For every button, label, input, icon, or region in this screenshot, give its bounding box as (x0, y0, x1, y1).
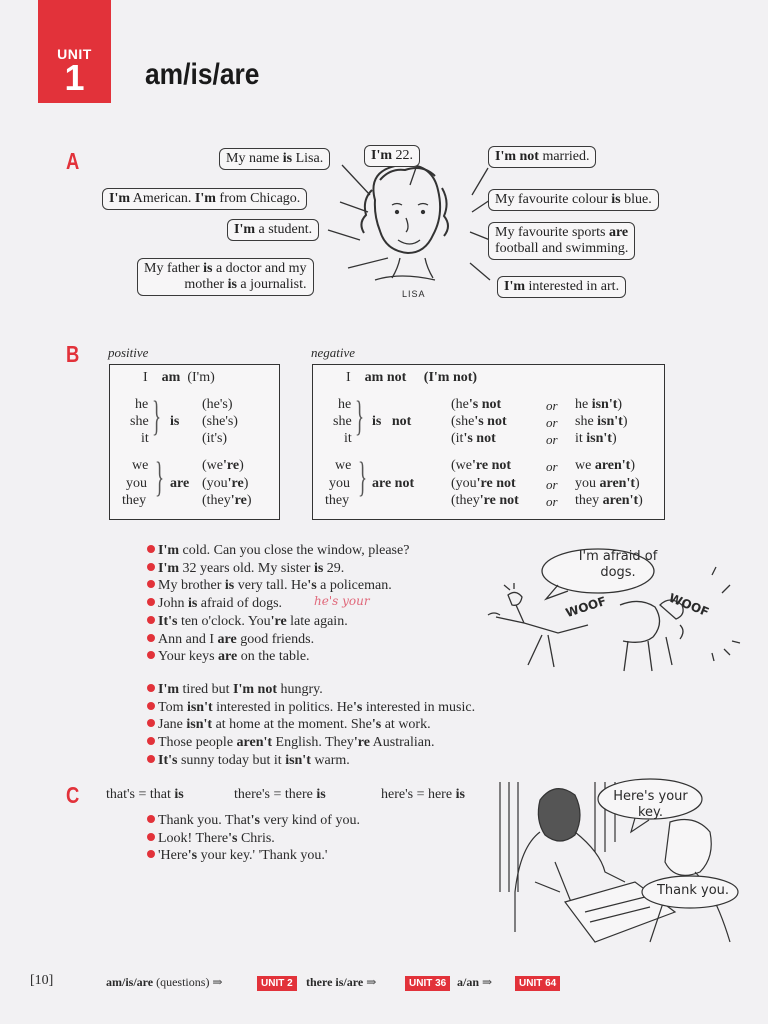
text: ) (617, 397, 623, 412)
contraction-heres (381, 787, 465, 803)
text: (you (202, 476, 228, 491)
contraction: (I'm) (187, 370, 215, 385)
text: ) (611, 431, 617, 446)
section-a-letter: A (66, 148, 80, 174)
neg-they-arent (575, 493, 643, 509)
verb: 's not (468, 397, 502, 412)
text: American. (130, 191, 195, 206)
bubble-name (219, 148, 330, 170)
text: Those people (158, 735, 237, 751)
link-text: ⇒ (363, 975, 377, 989)
lisa-label: LISA (402, 289, 426, 299)
bubble-sports (488, 222, 635, 260)
bullet-icon (147, 833, 155, 841)
section-b-letter: B (66, 341, 80, 367)
text: very tall. He (234, 578, 308, 594)
bold-verb: 're (270, 613, 287, 629)
verb: aren't (599, 476, 636, 491)
text: 32 years old. My sister (179, 560, 314, 576)
text: (it (451, 431, 464, 446)
neg-theyre-not (451, 493, 519, 509)
bold-verb: 's (250, 813, 261, 828)
text: we (575, 458, 595, 473)
woof-left: WOOF (563, 593, 608, 621)
examples-positive (147, 542, 409, 666)
text: a student. (255, 222, 313, 237)
link-text: ⇒ (479, 975, 493, 989)
example-line (147, 560, 409, 578)
text: she (575, 414, 598, 429)
text: very kind of you. (260, 813, 360, 828)
examples-c (147, 812, 360, 865)
pos-he: he (135, 397, 149, 412)
bold-verb: I'm not (233, 682, 277, 697)
bold-verb: are (218, 649, 238, 665)
neg-are-not (372, 476, 414, 492)
pos-theyre (202, 493, 252, 509)
example-line (147, 631, 409, 649)
bold-verb: is (611, 192, 621, 207)
dog-speech: I'm afraid of dogs. (578, 549, 658, 580)
verb: 're not (479, 493, 519, 508)
bold-verb: is (282, 151, 293, 166)
text: (we (202, 458, 223, 473)
text: (we (451, 458, 472, 473)
text: English. They (272, 735, 354, 751)
bullet-icon (147, 850, 155, 858)
text: Your keys (158, 649, 219, 665)
text: good friends. (236, 631, 315, 647)
example-line (147, 699, 475, 717)
contraction-theres (234, 787, 326, 803)
bold-verb: 's (307, 578, 317, 594)
thanks-speech: Thank you. (656, 883, 730, 898)
bullet-icon (147, 737, 155, 745)
bold-verb: I'm (158, 682, 179, 697)
text: a journalist. (236, 277, 307, 292)
neg-he: he (338, 397, 352, 412)
link-bold: a/an (457, 975, 480, 989)
bubble-student (227, 219, 319, 241)
bubble-married (488, 146, 596, 168)
verb: 're (230, 493, 247, 508)
text: (he (451, 397, 469, 412)
bubble-art (497, 276, 626, 298)
bold-verb: is (227, 277, 237, 292)
key-speech: Here's your key. (613, 789, 688, 820)
text: ) (638, 493, 643, 508)
verb: isn't (597, 414, 623, 429)
text: Look! There (158, 830, 229, 846)
verb: aren't (594, 458, 631, 473)
text: = that (134, 787, 175, 802)
bold-verb: are (608, 225, 629, 240)
neg-you-arent (575, 476, 640, 492)
example-line (147, 734, 475, 752)
bold-verb: I'm (504, 279, 525, 294)
contraction: (I'm not) (423, 370, 478, 385)
verb: am not (364, 370, 407, 385)
text: cold. Can you close the window, please? (179, 543, 410, 558)
verb: isn't (586, 431, 612, 446)
text: (they (451, 493, 480, 508)
text: you (575, 476, 600, 491)
bubble-father (137, 258, 314, 296)
verb: are not (372, 476, 415, 491)
bold-verb: It's (158, 752, 178, 768)
text: ) (630, 458, 636, 473)
bold-verb: aren't (236, 735, 273, 751)
bold-verb: is (313, 560, 324, 576)
verb: 's not (463, 431, 496, 446)
neg-hes-not (451, 397, 501, 413)
neg-youre-not (451, 476, 516, 492)
text: they (575, 493, 603, 508)
text: a doctor and my (212, 261, 307, 276)
bold-verb: 're (353, 735, 370, 751)
text: Tom (158, 699, 187, 715)
example-line (147, 847, 360, 865)
neg-were-not (451, 458, 511, 474)
text: interested in art. (525, 279, 620, 294)
bullet-icon (147, 719, 155, 727)
text: = here (413, 787, 456, 802)
pos-we: we (132, 458, 149, 473)
text: your key.' 'Thank you.' (197, 848, 328, 864)
unit-word: UNIT (57, 46, 92, 62)
bold-verb: I'm (234, 222, 255, 237)
text: tired but (179, 682, 234, 697)
text: here's (381, 787, 414, 802)
bold-verb: It's (158, 613, 178, 629)
text: sunny today but it (177, 752, 286, 768)
text: on the table. (237, 649, 310, 665)
text: late again. (286, 613, 348, 629)
text: football and swimming. (495, 241, 629, 256)
bold-verb: is (455, 787, 465, 802)
pos-are (170, 476, 189, 492)
text: ) (243, 476, 249, 491)
bold-verb: I'm (371, 148, 392, 163)
bold-verb: 's (187, 848, 198, 864)
bullet-icon (147, 651, 155, 659)
text: he (575, 397, 592, 412)
text: Australian. (369, 735, 435, 751)
pos-youre (202, 476, 248, 492)
text: My favourite colour (495, 192, 612, 207)
bullet-icon (147, 545, 155, 553)
bold-verb: isn't (186, 717, 213, 733)
text: that's (106, 787, 135, 802)
footer-link-there-is[interactable] (306, 975, 376, 990)
text: Lisa. (292, 151, 324, 166)
text: ) (246, 493, 252, 508)
negative-label: negative (311, 345, 356, 360)
text: Jane (158, 717, 187, 733)
text: My father (144, 261, 204, 276)
verb: 're (223, 458, 240, 473)
unit-64-tag[interactable]: UNIT 64 (515, 976, 560, 991)
bold-verb: 's (353, 699, 363, 715)
text: ) (622, 414, 628, 429)
bold-verb: is (203, 261, 213, 276)
pronoun: I (143, 370, 148, 385)
brace: } (358, 455, 368, 501)
neg-it: it (344, 431, 352, 446)
neg-is-not (372, 414, 411, 430)
bold-verb: I'm (194, 191, 216, 206)
bold-verb: 's (228, 830, 238, 846)
page-title: am/is/are (145, 58, 260, 91)
bold-verb: I'm (158, 543, 179, 558)
pos-hes: (he's) (202, 397, 233, 412)
verb: 're not (472, 458, 512, 473)
text: it (575, 431, 587, 446)
text: (they (202, 493, 231, 508)
pos-i-row (143, 370, 215, 386)
text: = there (269, 787, 317, 802)
neg-i-row (346, 370, 477, 386)
text: at home at the moment. She (212, 717, 372, 733)
pos-they: they (122, 493, 147, 508)
neg-it-isnt (575, 431, 617, 447)
verb: 're not (476, 476, 516, 491)
text: Thank you. That (158, 813, 251, 828)
footer-link-a-an[interactable] (457, 975, 492, 990)
example-line (147, 577, 409, 595)
brace: } (355, 394, 365, 440)
bullet-icon (147, 755, 155, 763)
or-label: or (546, 415, 558, 430)
example-line (147, 716, 475, 734)
text: interested in politics. He (212, 699, 354, 715)
link-text: (questions) ⇒ (153, 975, 223, 989)
text: blue. (620, 192, 652, 207)
neg-she: she (333, 414, 352, 429)
verb: is not (372, 414, 412, 429)
bullet-icon (147, 616, 155, 624)
example-line (147, 812, 360, 830)
example-line (147, 595, 409, 613)
bullet-icon (147, 702, 155, 710)
bullet-icon (147, 563, 155, 571)
text: My name (226, 151, 283, 166)
bullet-icon (147, 684, 155, 692)
link-bold: am/is/are (106, 975, 154, 989)
text: (you (451, 476, 477, 491)
bold-verb: is (224, 578, 235, 594)
bullet-icon (147, 580, 155, 588)
bold-verb: 's (371, 717, 382, 733)
or-label: or (546, 477, 558, 492)
verb: aren't (602, 493, 639, 508)
pos-shes: (she's) (202, 414, 238, 429)
unit-2-tag[interactable]: UNIT 2 (257, 976, 297, 991)
text: 29. (323, 560, 345, 576)
text: afraid of dogs. (197, 596, 283, 612)
text: there's (234, 787, 270, 802)
bold-verb: I'm (109, 191, 130, 206)
text: married. (538, 149, 590, 164)
pos-its: (it's) (202, 431, 228, 446)
pos-it: it (141, 431, 149, 446)
text: warm. (310, 752, 350, 768)
link-bold: there is/are (306, 975, 364, 989)
text: ) (635, 476, 640, 491)
neg-he-isnt (575, 397, 622, 413)
bubble-american (102, 188, 307, 210)
brace: } (155, 455, 165, 501)
or-label: or (546, 494, 558, 509)
bullet-icon (147, 815, 155, 823)
text: My favourite sports (495, 225, 609, 240)
bubble-age (364, 145, 420, 167)
page-number: [10] (30, 973, 54, 988)
example-line (147, 542, 409, 560)
example-line (147, 752, 475, 770)
bold-verb: is (174, 787, 184, 802)
neg-we: we (335, 458, 352, 473)
neg-you: you (329, 476, 350, 491)
example-line (147, 830, 360, 848)
pronoun: I (346, 370, 351, 385)
example-line (147, 648, 409, 666)
text: (she (451, 414, 475, 429)
woof-right: WOOF (666, 590, 711, 620)
bubble-colour (488, 189, 659, 211)
pos-you: you (126, 476, 147, 491)
pos-she: she (130, 414, 149, 429)
verb: is (170, 414, 180, 429)
neg-its-not (451, 431, 496, 447)
text: at work. (381, 717, 431, 733)
example-line (147, 681, 475, 699)
or-label: or (546, 432, 558, 447)
text: a policeman. (316, 578, 392, 594)
text: ten o'clock. You (177, 613, 271, 629)
or-label: or (546, 459, 558, 474)
verb: am (161, 370, 181, 385)
text: My brother (158, 578, 225, 594)
neg-she-isnt (575, 414, 628, 430)
bullet-icon (147, 598, 155, 606)
text: 'Here (158, 848, 188, 864)
positive-label: positive (108, 345, 149, 360)
text: interested in music. (362, 699, 476, 715)
text: mother (184, 277, 228, 292)
neg-shes-not (451, 414, 507, 430)
verb: are (170, 476, 190, 491)
bold-verb: is (187, 596, 198, 612)
or-label: or (546, 398, 558, 413)
text: 22. (392, 148, 413, 163)
verb: 's not (474, 414, 507, 429)
text: from Chicago. (215, 191, 301, 206)
bold-verb: isn't (285, 752, 311, 768)
bullet-icon (147, 634, 155, 642)
pos-were (202, 458, 244, 474)
bold-verb: I'm not (495, 149, 539, 164)
text: John (158, 596, 188, 612)
verb: 're (227, 476, 244, 491)
text: ) (239, 458, 244, 473)
bold-verb: are (217, 631, 237, 647)
pos-is (170, 414, 179, 430)
bold-verb: isn't (186, 699, 213, 715)
bold-verb: I'm (158, 560, 179, 576)
neg-we-arent (575, 458, 635, 474)
section-c-letter: C (66, 782, 80, 808)
unit-number: 1 (64, 57, 85, 98)
contraction-thats (106, 787, 184, 803)
examples-negative (147, 681, 475, 770)
text: Ann and I (158, 631, 218, 647)
unit-badge (38, 0, 111, 103)
unit-36-tag[interactable]: UNIT 36 (405, 976, 450, 991)
neg-they: they (325, 493, 350, 508)
example-line (147, 613, 409, 631)
footer-link-questions[interactable] (106, 975, 223, 990)
bold-verb: is (316, 787, 326, 802)
text: Chris. (237, 830, 275, 846)
brace: } (152, 394, 162, 440)
handwritten-note: he's your (314, 594, 370, 608)
verb: isn't (591, 397, 618, 412)
text: hungry. (277, 682, 323, 697)
